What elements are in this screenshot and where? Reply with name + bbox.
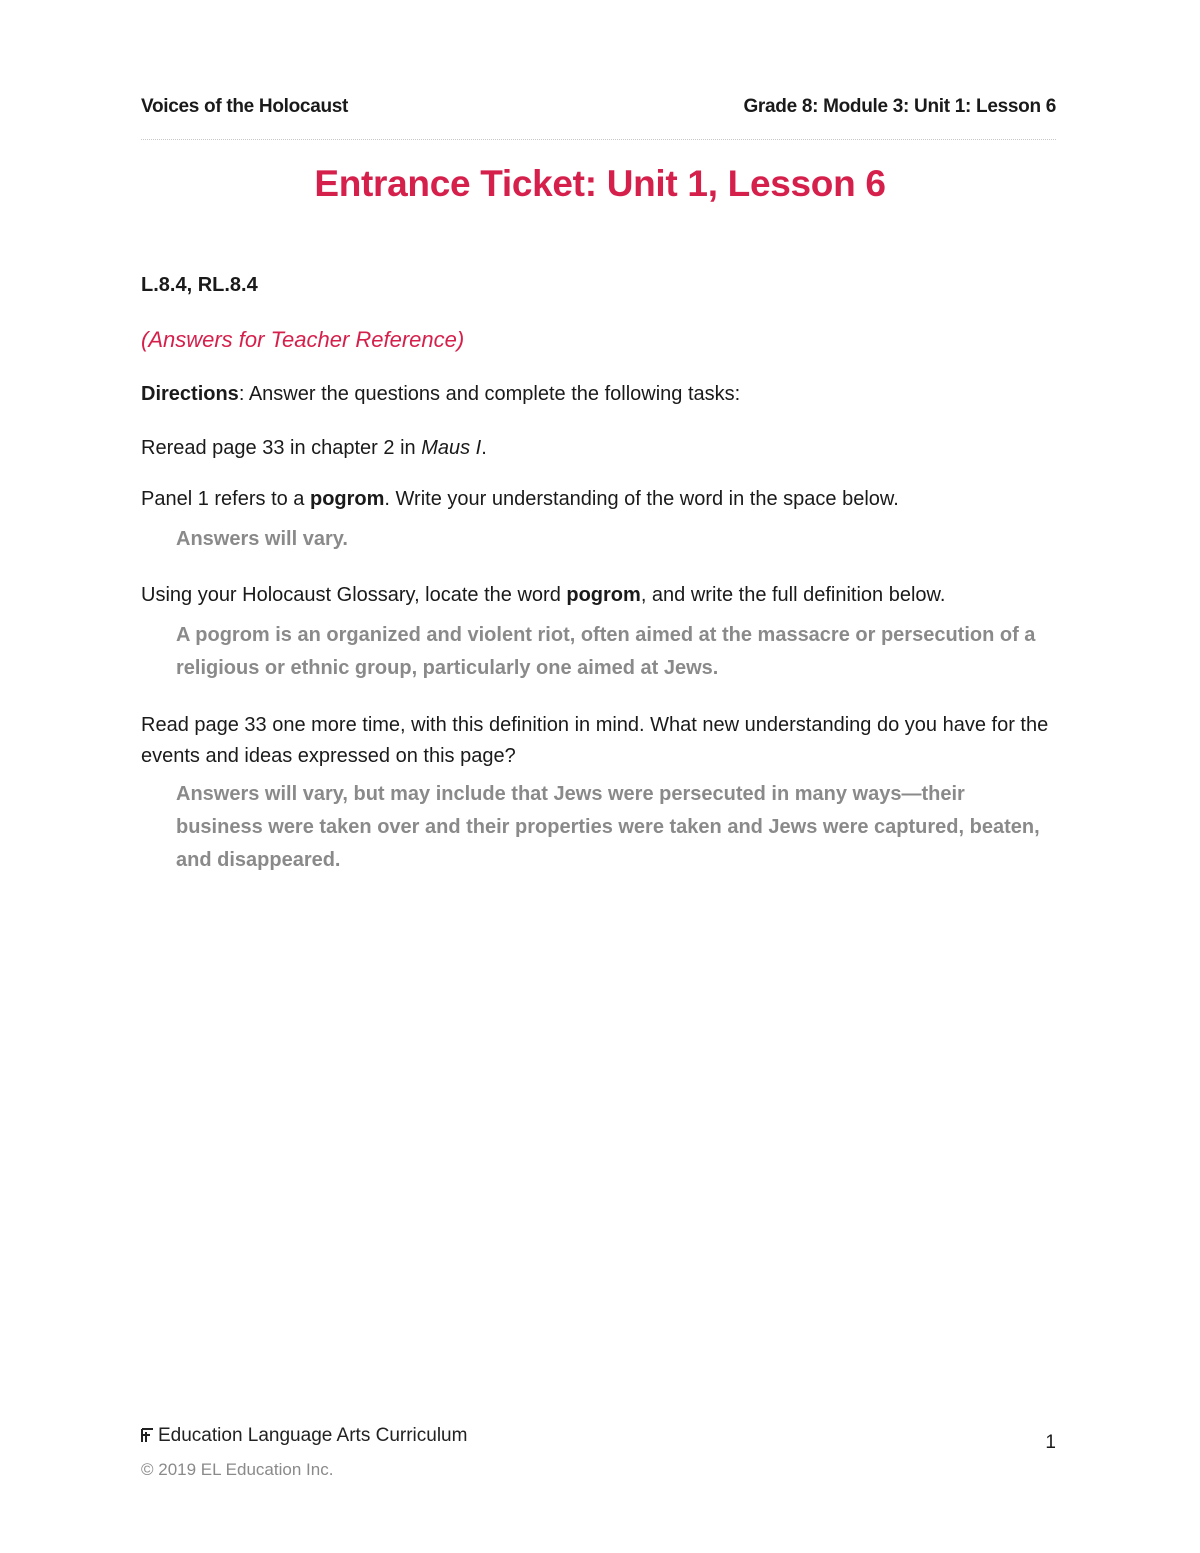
el-logo-icon [141, 1428, 154, 1443]
teacher-reference-note: (Answers for Teacher Reference) [141, 327, 465, 352]
question-3-text: Using your Holocaust Glossary, locate the word [141, 584, 567, 606]
footer-brand: Education Language Arts Curriculum [158, 1425, 468, 1446]
question-1-end: . [481, 437, 487, 459]
directions-text: : Answer the questions and complete the following tasks: [238, 383, 741, 405]
question-3 [141, 580, 1056, 611]
question-1-text: Reread page 33 in chapter 2 in [141, 437, 422, 459]
directions [141, 379, 1056, 410]
header-lesson-path: Grade 8: Module 3: Unit 1: Lesson 6 [743, 96, 1056, 117]
vocab-word: pogrom [309, 488, 385, 510]
answer-2: Answers will vary. [176, 528, 348, 550]
header-module-title: Voices of the Holocaust [141, 96, 349, 117]
question-2-text: Panel 1 refers to a [141, 488, 310, 510]
question-2-end: . Write your understanding of the word in the space below. [384, 488, 899, 510]
book-title: Maus I [421, 437, 482, 459]
question-4: Read page 33 one more time, with this definition in mind. What new understanding do you have for the events and ideas expressed on this page? [141, 714, 1049, 767]
answer-4: Answers will vary, but may include that Jews were persecuted in many ways—their business were taken over and their properties were taken and Jews were captured, beaten, and disappeared. [176, 783, 1040, 871]
header-divider [141, 139, 1056, 140]
answer-3: A pogrom is an organized and violent riot, often aimed at the massacre or persecution of a religious or ethnic group, particularly one aimed at Jews. [176, 624, 1036, 679]
question-1 [141, 433, 1056, 464]
page-footer [141, 1425, 467, 1447]
question-2 [141, 484, 1056, 515]
vocab-word: pogrom [566, 584, 641, 606]
copyright: © 2019 EL Education Inc. [141, 1460, 334, 1479]
page-number: 1 [1045, 1432, 1056, 1453]
directions-label: Directions [141, 383, 239, 405]
page-title: Entrance Ticket: Unit 1, Lesson 6 [314, 163, 886, 204]
page-header [141, 96, 1056, 122]
standards-codes: L.8.4, RL.8.4 [141, 274, 258, 296]
question-3-end: , and write the full definition below. [640, 584, 946, 606]
